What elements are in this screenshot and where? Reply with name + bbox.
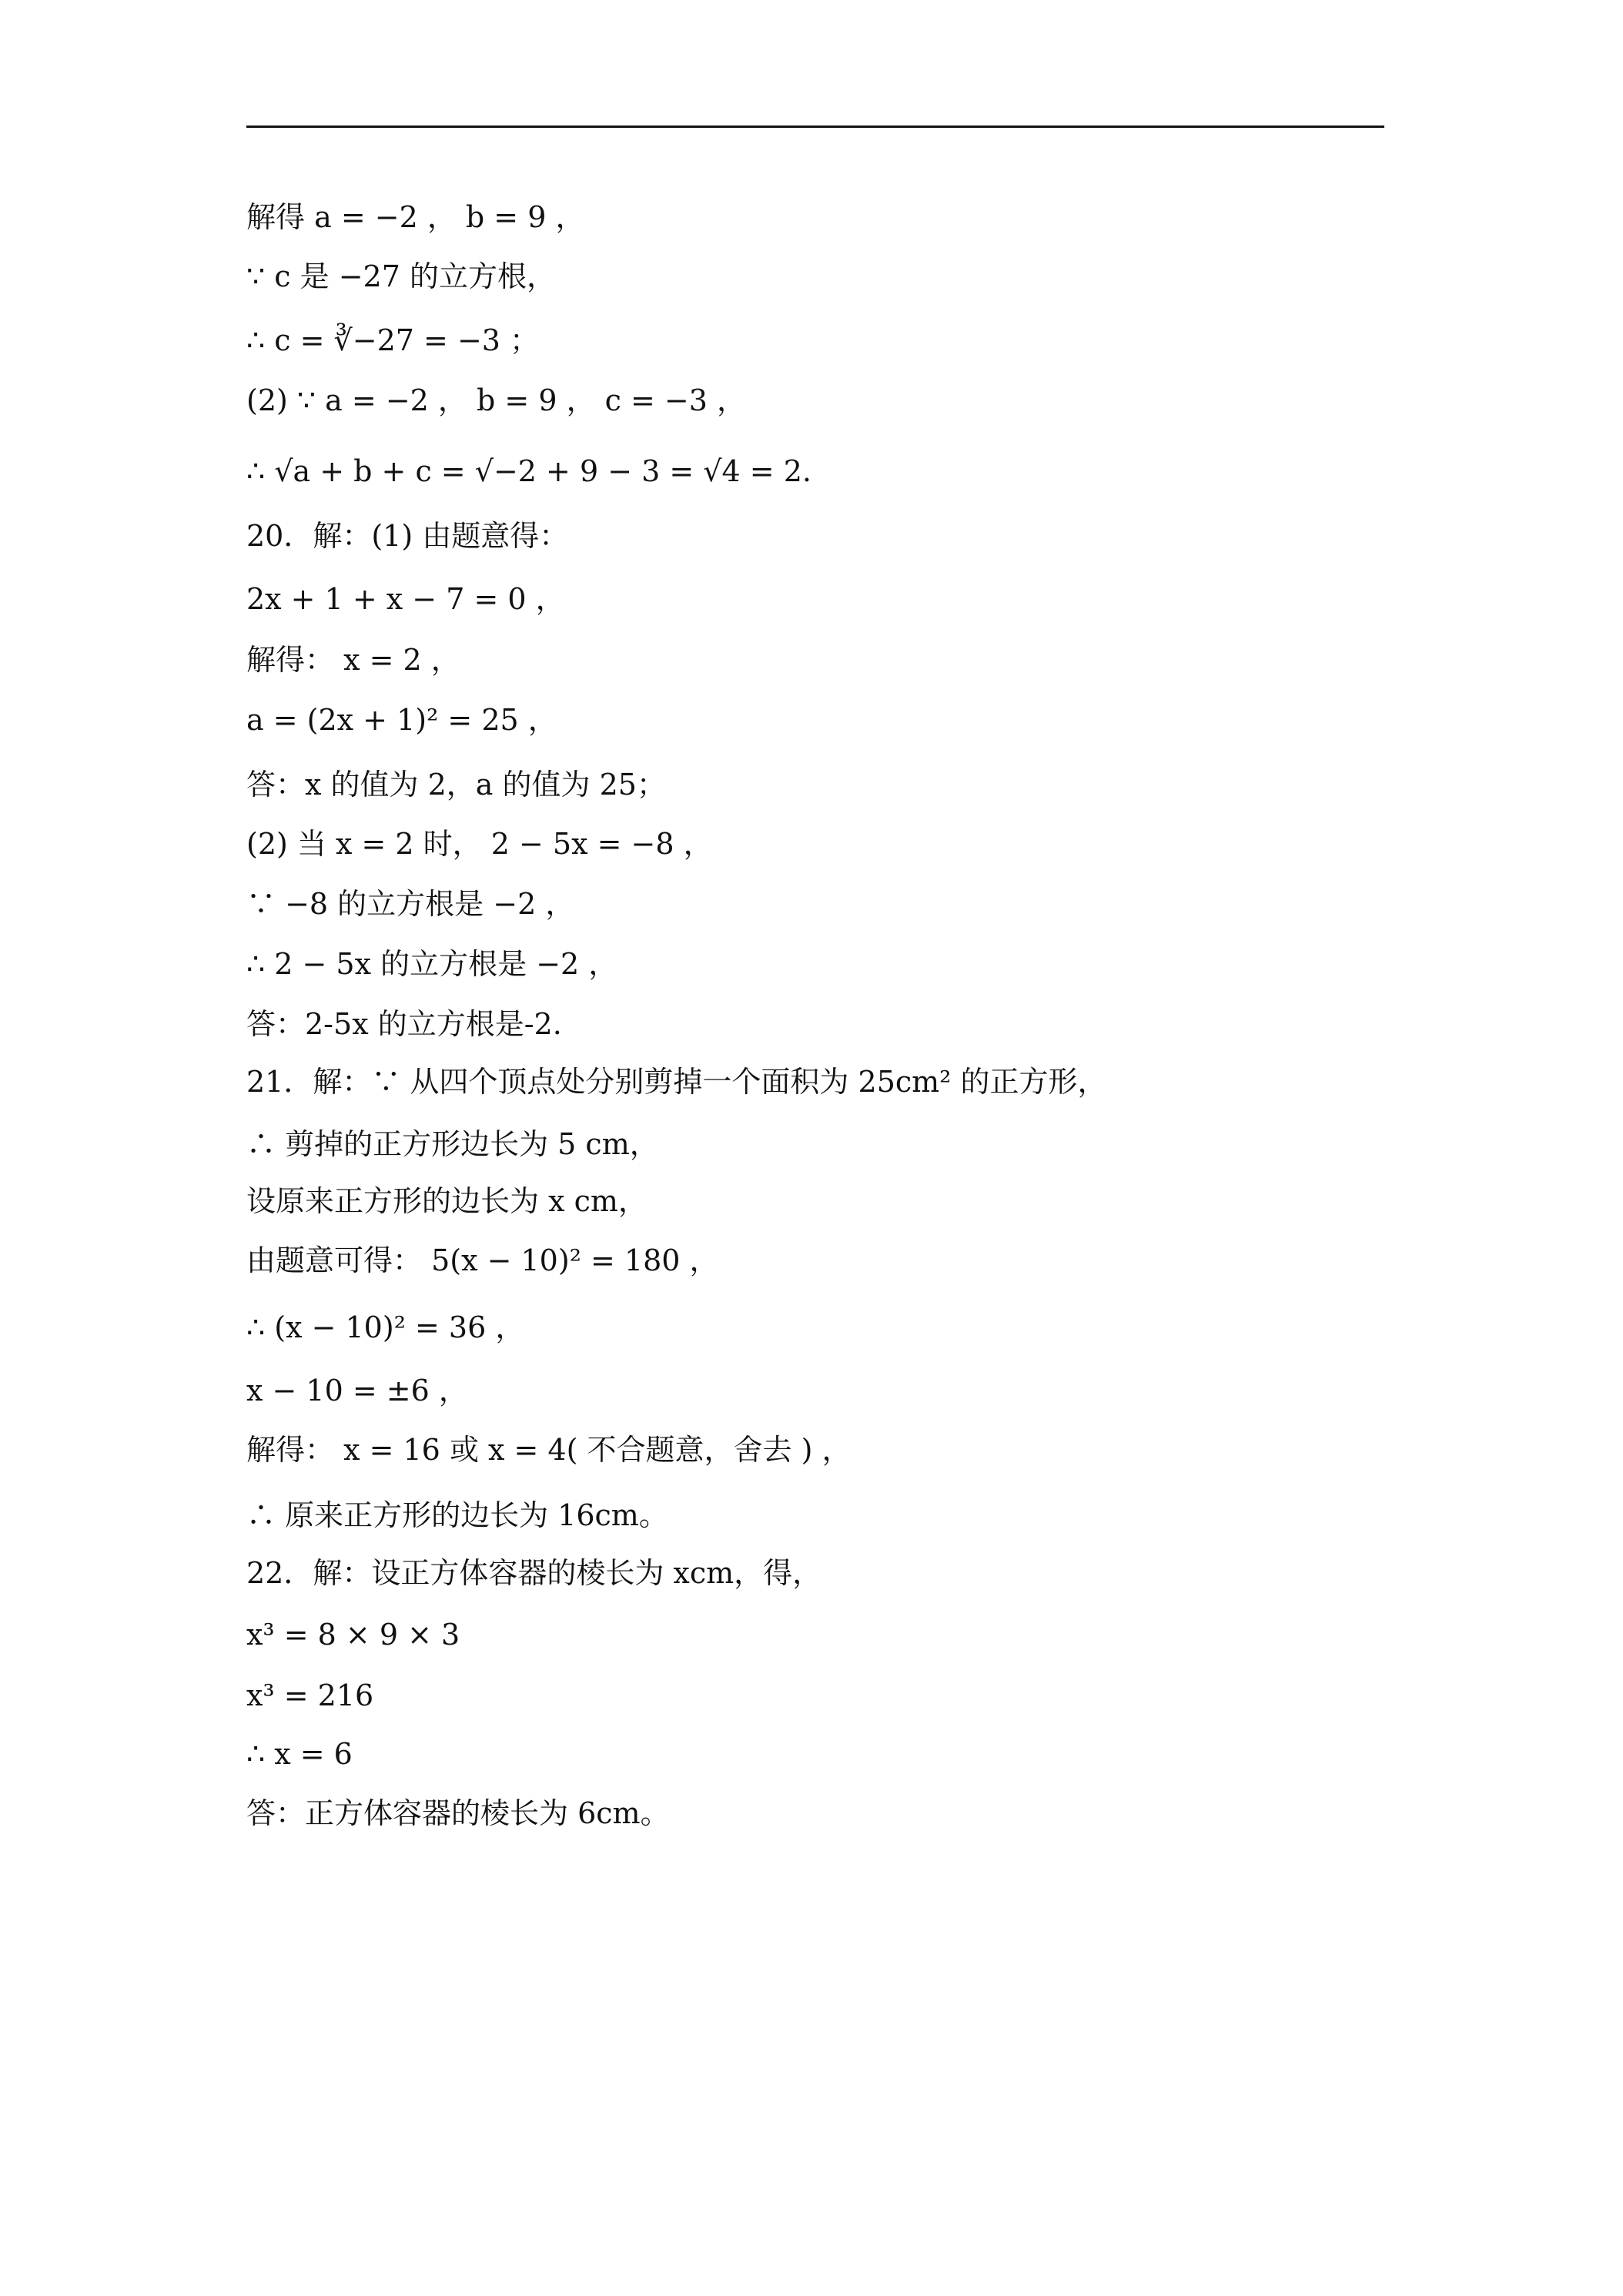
- line-20: x − 10 = ±6 ，: [246, 1374, 468, 1407]
- line-01: 解得 a = −2 ， b = 9 ，: [246, 200, 585, 234]
- line-19: ∴ (x − 10)² = 36 ，: [246, 1310, 525, 1344]
- line-16: ∴ 剪掉的正方形边长为 5 cm，: [246, 1127, 659, 1161]
- line-24: x³ = 8 × 9 × 3: [246, 1618, 460, 1652]
- line-18: 由题意可得： 5(x − 10)² = 180 ，: [246, 1243, 719, 1277]
- line-03: ∴ c = ∛−27 = −3 ；: [246, 323, 540, 357]
- line-06: 20．解：(1) 由题意得：: [246, 519, 569, 553]
- line-09: a = (2x + 1)² = 25 ，: [246, 703, 557, 737]
- line-14: 答：2-5x 的立方根是-2.: [246, 1007, 562, 1041]
- line-07: 2x + 1 + x − 7 = 0 ，: [246, 582, 565, 616]
- line-23: 22．解：设正方体容器的棱长为 xcm，得，: [246, 1556, 822, 1590]
- line-22: ∴ 原来正方形的边长为 16cm。: [246, 1498, 668, 1532]
- line-13: ∴ 2 − 5x 的立方根是 −2 ，: [246, 947, 618, 981]
- line-02: ∵ c 是 −27 的立方根，: [246, 259, 556, 293]
- line-21: 解得： x = 16 或 x = 4( 不合题意，舍去 ) ，: [246, 1433, 852, 1467]
- line-10: 答：x 的值为 2，a 的值为 25；: [246, 768, 666, 802]
- line-27: 答：正方体容器的棱长为 6cm。: [246, 1796, 670, 1830]
- line-17: 设原来正方形的边长为 x cm，: [246, 1184, 648, 1218]
- line-05: ∴ √a + b + c = √−2 + 9 − 3 = √4 = 2.: [246, 454, 812, 488]
- line-26: ∴ x = 6: [246, 1737, 353, 1771]
- header-rule: [246, 126, 1384, 128]
- line-08: 解得： x = 2 ，: [246, 643, 460, 677]
- line-12: ∵ −8 的立方根是 −2 ，: [246, 887, 575, 921]
- line-04: (2) ∵ a = −2 ， b = 9 ， c = −3 ，: [246, 383, 747, 417]
- line-25: x³ = 216: [246, 1678, 374, 1712]
- line-15: 21．解：∵ 从四个顶点处分别剪掉一个面积为 25cm² 的正方形，: [246, 1065, 1107, 1099]
- line-11: (2) 当 x = 2 时， 2 − 5x = −8 ，: [246, 827, 713, 861]
